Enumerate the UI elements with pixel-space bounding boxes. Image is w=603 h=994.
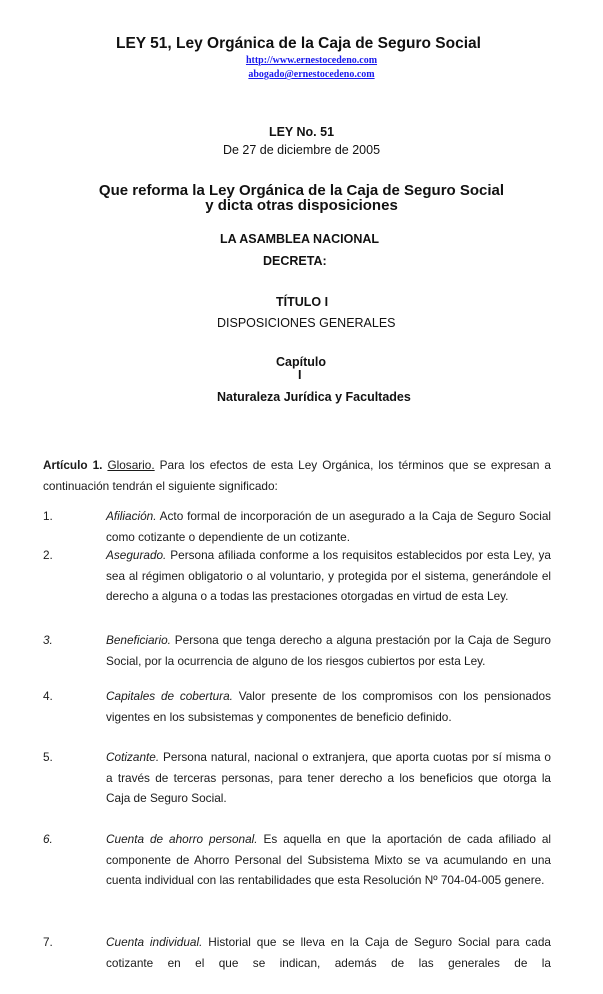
law-subject-line-1: Que reforma la Ley Orgánica de la Caja de Seguro Social [98, 182, 505, 199]
definition-number: 2. [43, 548, 53, 562]
definition-body: Persona natural, nacional o extranjera, que aporta cuotas por sí misma o a través de terceras personas, para tener derecho a los beneficios que otorga la Caja de Seguro Social. [106, 750, 551, 806]
definition-body: Es aquella en que la aportación de cada afiliado al componente de Ahorro Personal del Subsistema Mixto se va acumulando en una cuenta individual con las rentabilidades que esta Resolución Nº 704-04-005 genere. [106, 832, 552, 888]
definition-term: Beneficiario. [106, 633, 171, 647]
definition-term: Cuenta individual. [106, 935, 203, 949]
definition-text [106, 545, 551, 607]
title-heading: TÍTULO I [276, 295, 329, 309]
header-links [0, 53, 603, 81]
definition-text [106, 630, 551, 671]
law-decree: DECRETA: [263, 254, 327, 268]
title-name: DISPOSICIONES GENERALES [217, 316, 396, 330]
definition-body: Persona que tenga derecho a alguna prestación por la Caja de Seguro Social, por la ocurrencia de alguno de los riesgos cubiertos por esta Ley. [106, 633, 551, 668]
website-link[interactable]: http://www.ernestocedeno.com [245, 55, 378, 66]
definition-text [106, 686, 551, 727]
law-date: De 27 de diciembre de 2005 [222, 143, 381, 157]
definition-term: Cuenta de ahorro personal. [106, 832, 258, 846]
definition-text [106, 747, 551, 809]
definition-text [106, 932, 551, 973]
article-heading: Glosario. [107, 458, 155, 472]
document-header-title: LEY 51, Ley Orgánica de la Caja de Seguro Social [116, 35, 481, 52]
chapter-name: Naturaleza Jurídica y Facultades [217, 390, 411, 404]
definition-number: 4. [43, 689, 53, 703]
definition-term: Cotizante. [106, 750, 160, 764]
article-label: Artículo 1. [43, 458, 103, 472]
law-subject-line-2: y dicta otras disposiciones [205, 197, 398, 214]
definition-term: Asegurado. [106, 548, 167, 562]
article-1-intro [43, 455, 551, 496]
law-number: LEY No. 51 [268, 125, 335, 139]
definition-text [106, 506, 551, 547]
definition-body: Valor presente de los compromisos con los pensionados vigentes en los subsistemas y componentes de beneficio definido. [106, 689, 551, 724]
article-intro-text: Para los efectos de esta Ley Orgánica, los términos que se expresan a continuación tendrán el siguiente significado: [43, 458, 551, 493]
definition-term: Afiliación. [106, 509, 157, 523]
definition-body: Persona afiliada conforme a los requisitos establecidos por esta Ley, ya sea al régimen obligatorio o al voluntario, y protegida por el sistema, generándole el derecho a alguna o a todas las prestaciones otorgadas en virtud de esta Ley. [106, 548, 551, 604]
definition-number: 1. [43, 509, 53, 523]
definition-number: 6. [43, 832, 53, 846]
definition-term: Capitales de cobertura. [106, 689, 233, 703]
definition-number: 3. [43, 633, 53, 647]
definition-number: 5. [43, 750, 53, 764]
definition-body: Acto formal de incorporación de un asegurado a la Caja de Seguro Social como cotizante o dependiente de un cotizante. [106, 509, 551, 544]
email-link[interactable]: abogado@ernestocedeno.com [248, 69, 375, 80]
definition-text [106, 829, 551, 891]
definition-number: 7. [43, 935, 53, 949]
chapter-number: I [298, 368, 302, 382]
definition-body: Historial que se lleva en la Caja de Seguro Social para cada cotizante en el que se indican, además de las generales de la [106, 935, 551, 970]
law-issuer: LA ASAMBLEA NACIONAL [220, 232, 380, 246]
chapter-label: Capítulo [276, 355, 326, 369]
